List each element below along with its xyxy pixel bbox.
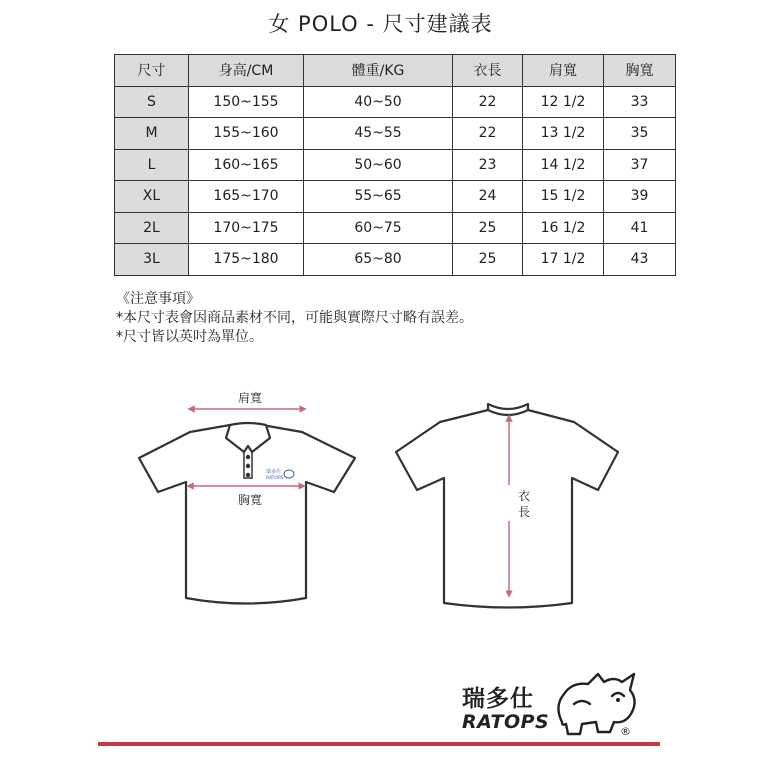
footer-line	[98, 742, 660, 746]
cell-shoulder: 12 1/2	[523, 86, 604, 118]
cell-weight: 65~80	[304, 244, 453, 276]
shirt-diagram	[0, 370, 761, 620]
cell-shoulder: 16 1/2	[523, 212, 604, 244]
cell-chest: 33	[604, 86, 676, 118]
table-header-row	[115, 55, 676, 87]
mini-logo-en: RATOPS	[266, 476, 284, 481]
button-icon	[246, 455, 250, 459]
table-row	[115, 181, 676, 213]
cell-shoulder: 15 1/2	[523, 181, 604, 213]
length-label-1: 衣	[517, 489, 531, 503]
back-collar	[488, 404, 528, 415]
cell-size: 3L	[115, 244, 189, 276]
cell-size: XL	[115, 181, 189, 213]
table-row	[115, 86, 676, 118]
cell-height: 175~180	[189, 244, 304, 276]
shoulder-label: 肩寬	[237, 391, 263, 405]
registered-mark: ®	[620, 725, 631, 738]
cell-chest: 35	[604, 118, 676, 150]
button-icon	[246, 464, 250, 468]
brand-name-en: RATOPS	[462, 711, 550, 733]
mini-logo-cn: 瑞多仕	[266, 469, 282, 475]
cell-height: 160~165	[189, 149, 304, 181]
cell-size: L	[115, 149, 189, 181]
cell-size: M	[115, 118, 189, 150]
notes	[116, 290, 473, 347]
notes-line-2: *尺寸皆以英吋為單位。	[116, 329, 263, 345]
cell-size: S	[115, 86, 189, 118]
header-chest: 胸寬	[604, 55, 676, 87]
cell-chest: 37	[604, 149, 676, 181]
cell-length: 25	[453, 212, 523, 244]
cell-weight: 55~65	[304, 181, 453, 213]
chest-label: 胸寬	[237, 493, 263, 507]
cell-weight: 40~50	[304, 86, 453, 118]
header-length: 衣長	[453, 55, 523, 87]
front-shirt-body	[139, 425, 355, 604]
cell-weight: 45~55	[304, 118, 453, 150]
cell-shoulder: 17 1/2	[523, 244, 604, 276]
size-table	[114, 54, 676, 276]
brand-name-cn: 瑞多仕	[462, 686, 534, 712]
cell-shoulder: 14 1/2	[523, 149, 604, 181]
cell-size: 2L	[115, 212, 189, 244]
cell-chest: 43	[604, 244, 676, 276]
button-icon	[246, 473, 250, 477]
front-shirt	[139, 423, 355, 604]
cell-length: 22	[453, 118, 523, 150]
header-weight: 體重/KG	[304, 55, 453, 87]
cell-chest: 39	[604, 181, 676, 213]
cell-height: 155~160	[189, 118, 304, 150]
page-title: 女 POLO - 尺寸建議表	[268, 12, 493, 36]
table-row	[115, 149, 676, 181]
cell-weight: 50~60	[304, 149, 453, 181]
cell-length: 25	[453, 244, 523, 276]
cell-length: 23	[453, 149, 523, 181]
cell-chest: 41	[604, 212, 676, 244]
notes-heading: 《注意事項》	[116, 291, 200, 307]
cell-weight: 60~75	[304, 212, 453, 244]
cell-height: 170~175	[189, 212, 304, 244]
cell-height: 165~170	[189, 181, 304, 213]
length-label-2: 長	[517, 505, 531, 519]
cell-shoulder: 13 1/2	[523, 118, 604, 150]
table-row	[115, 244, 676, 276]
brand	[462, 680, 549, 733]
cell-height: 150~155	[189, 86, 304, 118]
cell-length: 22	[453, 86, 523, 118]
notes-line-1: *本尺寸表會因商品素材不同，可能與實際尺寸略有誤差。	[116, 310, 473, 326]
header-height: 身高/CM	[189, 55, 304, 87]
header-size: 尺寸	[115, 55, 189, 87]
table-row	[115, 212, 676, 244]
header-shoulder: 肩寬	[523, 55, 604, 87]
cell-length: 24	[453, 181, 523, 213]
table-row	[115, 118, 676, 150]
